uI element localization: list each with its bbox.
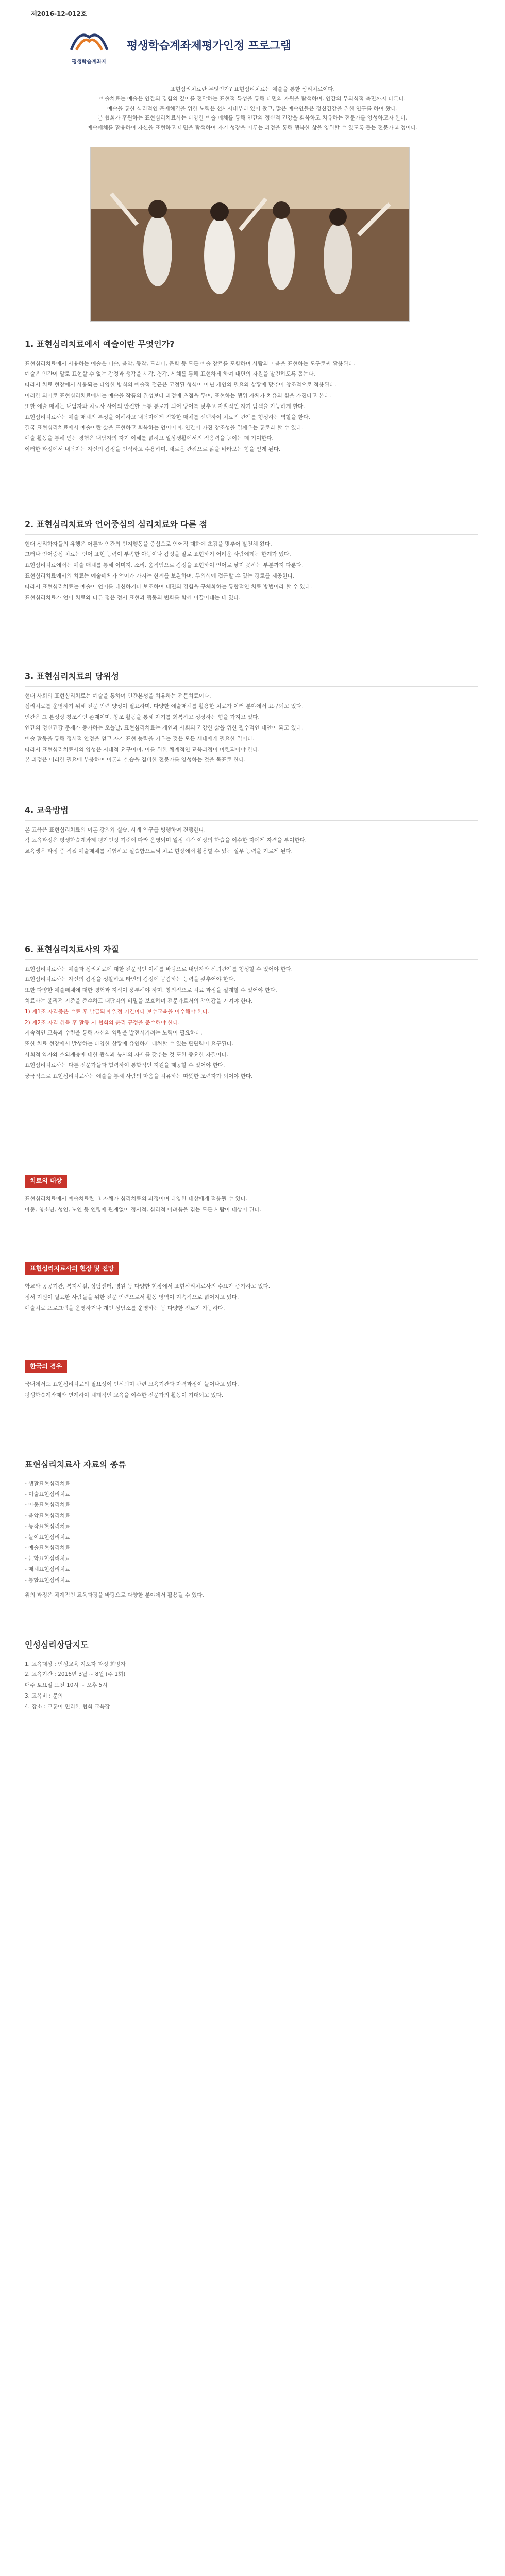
schedule-item: 1. 교육대상 : 인성교육 지도자 과정 희망자	[25, 1660, 126, 1667]
kinds-item: - 생활표현심리치료	[25, 1480, 71, 1487]
section-art-meaning	[25, 337, 478, 456]
section-text: 표현심리치료가 언어 치료와 다른 점은 정서 표현과 행동의 변화를 함께 이끌어내는 데 있다.	[25, 594, 241, 601]
section-text: 현대 심리학자들의 유행은 어른과 인간의 인지행동을 중심으로 언어적 대화에 초점을 맞추어 발전해 왔다.	[25, 540, 272, 547]
intro-line: 예술을 통한 심리적인 문제해결을 위한 노력은 선사시대부터 있어 왔고, 많은 예술인들은 정신건강을 위한 연구를 하여 왔다.	[107, 105, 398, 112]
schedule-item: 2. 교육기간 : 2016년 3월 ~ 8월 (주 1회)	[25, 1671, 126, 1678]
section-text: 또한 예술 매체는 내담자와 치료사 사이의 안전한 소통 통로가 되어 방어를 낮추고 자발적인 자기 탐색을 가능하게 한다.	[25, 403, 305, 410]
kinds-item: - 놀이표현심리치료	[25, 1534, 71, 1540]
section-text: 표현심리치료에서는 예술 매체를 통해 이미지, 소리, 움직임으로 감정을 표현하여 언어로 닿지 못하는 부분까지 다룬다.	[25, 562, 304, 569]
section-text: 따라서 치료 현장에서 사용되는 다양한 방식의 예술적 접근은 고정된 형식이 아닌 개인의 필요와 상황에 맞추어 창조적으로 적용된다.	[25, 382, 336, 388]
workshop-photo	[90, 147, 410, 322]
section-text: 표현심리치료사는 자신의 감정을 성찰하고 타인의 감정에 공감하는 능력을 갖추어야 한다.	[25, 976, 235, 983]
section-text: 표현심리치료에서의 치료는 예술매체가 언어가 가지는 한계를 보완하며, 무의식에 접근할 수 있는 경로를 제공한다.	[25, 572, 295, 579]
section-title: 표현심리치료사 자료의 종류	[25, 1460, 126, 1469]
section-field	[25, 1262, 478, 1315]
section-text: 각 교육과정은 평생학습계좌제 평가인정 기준에 따라 운영되며 일정 시간 이상의 학습을 이수한 자에게 자격을 부여한다.	[25, 837, 307, 844]
kinds-item: - 동작표현심리치료	[25, 1523, 71, 1530]
section-schedule	[25, 1638, 478, 1714]
registration-number: 제2016-12-012호	[31, 10, 87, 18]
section-text: 인간의 정신건강 문제가 증가하는 오늘날, 표현심리치료는 개인과 사회의 건강한 삶을 위한 필수적인 대안이 되고 있다.	[25, 724, 304, 731]
section-text: 사회적 약자와 소외계층에 대한 관심과 봉사의 자세를 갖추는 것 또한 중요한 자질이다.	[25, 1051, 229, 1058]
page-title: 평생학습계좌제평가인정 프로그램	[127, 40, 291, 53]
section-text: 예술은 인간이 말로 표현할 수 없는 감정과 생각을 시각, 청각, 신체를 통해 표현하게 하여 내면의 자원을 발견하도록 돕는다.	[25, 371, 315, 378]
section-text: 평생학습계좌제와 연계하여 체계적인 교육을 이수한 전문가의 활동이 기대되고 있다.	[25, 1392, 224, 1398]
section-title: 6. 표현심리치료사의 자질	[25, 943, 478, 960]
kinds-item: - 통합표현심리치료	[25, 1577, 71, 1583]
section-text-highlight: 1) 제1조 자격증은 수료 후 발급되며 일정 기간마다 보수교육을 이수해야 한다.	[25, 1008, 210, 1015]
kinds-item: - 음악표현심리치료	[25, 1512, 71, 1519]
section-text: 표현심리치료에서 예술치료란 그 자체가 심리치료의 과정이며 다양한 대상에게 적용될 수 있다.	[25, 1196, 248, 1202]
section-text: 따라서 표현심리치료사의 양성은 시대적 요구이며, 이를 위한 체계적인 교육과정이 마련되어야 한다.	[25, 746, 260, 753]
schedule-item: 4. 장소 : 교통이 편리한 협회 교육장	[25, 1703, 110, 1710]
section-title: 2. 표현심리치료와 언어중심의 심리치료와 다른 점	[25, 518, 478, 535]
section-text: 치료사는 윤리적 기준을 준수하고 내담자의 비밀을 보호하며 전문가로서의 책임감을 가져야 한다.	[25, 997, 253, 1004]
section-text: 국내에서도 표현심리치료의 필요성이 인식되며 관련 교육기관과 자격과정이 늘어나고 있다.	[25, 1381, 239, 1388]
section-title: 3. 표현심리치료의 당위성	[25, 670, 478, 687]
section-justification	[25, 670, 478, 767]
section-text: 본 교육은 표현심리치료의 이론 강의와 실습, 사례 연구를 병행하여 진행한다.	[25, 826, 206, 833]
korea-tag: 한국의 경우	[25, 1360, 67, 1373]
section-text: 표현심리치료사는 다른 전문가들과 협력하여 통합적인 지원을 제공할 수 있어야 한다.	[25, 1062, 225, 1069]
kinds-item: - 아동표현심리치료	[25, 1502, 71, 1509]
schedule-item: 매주 토요일 오전 10시 ~ 오후 5시	[25, 1682, 108, 1689]
section-title: 1. 표현심리치료에서 예술이란 무엇인가?	[25, 337, 478, 354]
section-text: 표현심리치료사는 예술과 심리치료에 대한 전문적인 이해를 바탕으로 내담자와 신뢰관계를 형성할 수 있어야 한다.	[25, 965, 293, 972]
section-target	[25, 1175, 478, 1216]
section-title: 4. 교육방법	[25, 804, 478, 821]
logo	[61, 27, 117, 68]
kinds-note: 위의 과정은 체계적인 교육과정을 바탕으로 다양한 분야에서 활용될 수 있다.	[25, 1591, 204, 1598]
section-korea	[25, 1360, 478, 1402]
field-tag: 표현심리치료사의 현장 및 전망	[25, 1262, 119, 1275]
section-title: 인성심리상담지도	[25, 1640, 89, 1650]
section-text: 현대 사회의 표현심리치료는 예술을 통하여 인간본성을 치유하는 전문치료이다.	[25, 692, 211, 699]
section-text: 예술 활동을 통해 정서적 안정을 얻고 자기 표현 능력을 키우는 것은 모든 세대에게 필요한 일이다.	[25, 735, 255, 742]
intro-line: 예술치료는 예술은 인간의 경험의 깊이를 전달하는 표현적 특성을 통해 내면의 자원을 탐색하며, 인간의 무의식적 측면까지 다룬다.	[99, 95, 406, 102]
section-text: 아동, 청소년, 성인, 노인 등 연령에 관계없이 정서적, 심리적 어려움을 겪는 모든 사람이 대상이 된다.	[25, 1206, 261, 1213]
section-text: 심리치료를 운영하기 위해 전문 인력 양성이 필요하며, 다양한 예술매체를 활용한 치료가 여러 분야에서 요구되고 있다.	[25, 703, 304, 710]
section-text: 교육생은 과정 중 직접 예술매체를 체험하고 실습함으로써 치료 현장에서 활용할 수 있는 실무 능력을 기르게 된다.	[25, 848, 293, 855]
section-text: 인간은 그 본성상 창조적인 존재이며, 창조 활동을 통해 자기를 회복하고 성장하는 힘을 가지고 있다.	[25, 714, 260, 721]
intro-line: 본 협회가 후원하는 표현심리치료사는 다양한 예술 매체를 통해 인간의 정신적 건강을 회복하고 치유하는 전문가를 양성하고자 한다.	[97, 115, 408, 122]
section-text: 또한 치료 현장에서 발생하는 다양한 상황에 유연하게 대처할 수 있는 판단력이 요구된다.	[25, 1041, 234, 1047]
schedule-item: 3. 교육비 : 문의	[25, 1692, 63, 1699]
workshop-photo-illustration	[91, 147, 410, 322]
section-text: 그러나 언어중심 치료는 언어 표현 능력이 부족한 아동이나 감정을 말로 표현하기 어려운 사람에게는 한계가 있다.	[25, 551, 291, 558]
intro	[62, 85, 443, 133]
logo-text: 평생학습계좌제	[72, 59, 107, 65]
section-kinds	[25, 1458, 478, 1601]
kinds-item: - 매체표현심리치료	[25, 1566, 71, 1572]
section-text: 이러한 과정에서 내담자는 자신의 감정을 인식하고 수용하며, 새로운 관점으로 삶을 바라보는 힘을 얻게 된다.	[25, 446, 281, 452]
section-text: 정서 지원이 필요한 사람들을 위한 전문 인력으로서 활동 영역이 지속적으로 넓어지고 있다.	[25, 1294, 239, 1300]
logo-mark-icon	[66, 27, 112, 55]
section-text: 학교와 공공기관, 복지시설, 상담센터, 병원 등 다양한 현장에서 표현심리치료사의 수요가 증가하고 있다.	[25, 1283, 271, 1290]
section-text: 결국 표현심리치료에서 예술이란 삶을 표현하고 회복하는 언어이며, 인간이 가진 창조성을 일깨우는 통로라 할 수 있다.	[25, 425, 304, 431]
section-text-highlight: 2) 제2조 자격 취득 후 활동 시 협회의 윤리 규정을 준수해야 한다.	[25, 1019, 180, 1026]
section-education-method	[25, 804, 478, 858]
intro-line: 예술매체를 활용하여 자신을 표현하고 내면을 탐색하여 자기 성장을 이루는 과정을 통해 행복한 삶을 영위할 수 있도록 돕는 전문가 과정이다.	[87, 125, 418, 131]
section-difference	[25, 518, 478, 604]
section-text: 예술 활동을 통해 얻는 경험은 내담자의 자기 이해를 넓히고 일상생활에서의 적응력을 높이는 데 기여한다.	[25, 435, 274, 442]
kinds-item: - 문학표현심리치료	[25, 1555, 71, 1562]
kinds-item: - 미술표현심리치료	[25, 1491, 71, 1498]
kinds-item: - 예술표현심리치료	[25, 1545, 71, 1551]
section-text: 또한 다양한 예술매체에 대한 경험과 지식이 풍부해야 하며, 창의적으로 치료 과정을 설계할 수 있어야 한다.	[25, 987, 277, 994]
target-tag: 치료의 대상	[25, 1175, 67, 1188]
section-text: 이러한 의미로 표현심리치료에서는 예술을 작품의 완성보다 과정에 초점을 두며, 표현하는 행위 자체가 치유의 힘을 가진다고 본다.	[25, 392, 331, 399]
section-text: 지속적인 교육과 수련을 통해 자신의 역량을 발전시키려는 노력이 필요하다.	[25, 1030, 203, 1037]
section-text: 표현심리치료사는 예술 매체의 특성을 이해하고 내담자에게 적합한 매체를 선택하여 치료적 관계를 형성하는 역할을 한다.	[25, 414, 310, 420]
section-text: 표현심리치료에서 사용하는 예술은 미술, 음악, 동작, 드라마, 문학 등 모든 예술 장르를 포함하며 사람의 마음을 표현하는 도구로써 활용된다.	[25, 360, 356, 367]
section-text: 예술치료 프로그램을 운영하거나 개인 상담소를 운영하는 등 다양한 진로가 가능하다.	[25, 1304, 225, 1311]
intro-line: 표현심리치료란 무엇인가? 표현심리치료는 예술을 통한 심리치료이다.	[170, 86, 335, 92]
section-text: 궁극적으로 표현심리치료사는 예술을 통해 사람의 마음을 치유하는 따뜻한 조력자가 되어야 한다.	[25, 1073, 253, 1079]
section-text: 따라서 표현심리치료는 예술이 언어를 대신하거나 보조하여 내면의 경험을 구체화하는 통합적인 치료 방법이라 할 수 있다.	[25, 583, 312, 590]
section-text: 본 과정은 이러한 필요에 부응하여 이론과 실습을 겸비한 전문가를 양성하는 것을 목표로 한다.	[25, 757, 246, 764]
section-qualities	[25, 943, 478, 1082]
